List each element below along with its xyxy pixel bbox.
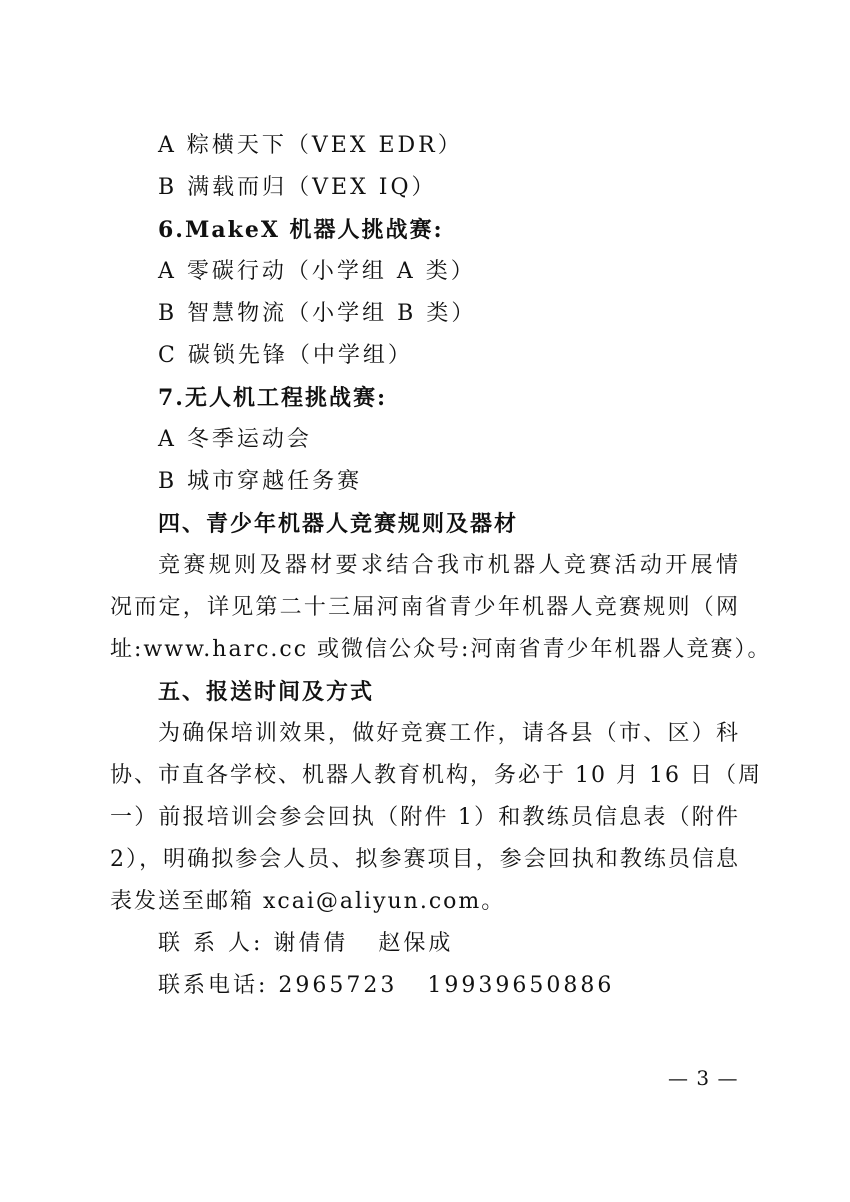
- list-item-vex-iq: B 满载而归（VEX IQ）: [158, 175, 437, 200]
- paragraph-submission-line-5: 表发送至邮箱 xcai@aliyun.com。: [110, 889, 506, 914]
- paragraph-submission-line-1: 为确保培训效果，做好竞赛工作，请各县（市、区）科: [158, 721, 740, 746]
- list-item-smart-logistics: B 智慧物流（小学组 B 类）: [158, 301, 477, 326]
- page-number: — 3 —: [668, 1066, 739, 1090]
- section-heading-submission: 五、报送时间及方式: [158, 679, 375, 705]
- contact-phone: 联系电话: 2965723 19939650886: [158, 973, 615, 998]
- paragraph-rules-line-1: 竞赛规则及器材要求结合我市机器人竞赛活动开展情: [158, 553, 740, 578]
- heading-drone: 7.无人机工程挑战赛:: [158, 385, 388, 411]
- paragraph-submission-line-2: 协、市直各学校、机器人教育机构，务必于 10 月 16 日（周: [110, 763, 762, 788]
- paragraph-rules-line-2: 况而定，详见第二十三届河南省青少年机器人竞赛规则（网: [110, 595, 740, 620]
- heading-makex: 6.MakeX 机器人挑战赛:: [158, 217, 444, 243]
- list-item-carbon-pioneer: C 碳锁先锋（中学组）: [158, 343, 413, 368]
- contact-person: 联 系 人: 谢倩倩 赵保成: [158, 931, 454, 956]
- paragraph-submission-line-4: 2），明确拟参会人员、拟参赛项目，参会回执和教练员信息: [110, 847, 740, 872]
- paragraph-submission-line-3: 一）前报培训会参会回执（附件 1）和教练员信息表（附件: [110, 805, 740, 830]
- list-item-winter-games: A 冬季运动会: [158, 427, 312, 452]
- paragraph-rules-line-3: 址:www.harc.cc 或微信公众号:河南省青少年机器人竞赛）。: [110, 637, 772, 662]
- list-item-vex-edr: A 粽横天下（VEX EDR）: [158, 133, 463, 158]
- list-item-zero-carbon: A 零碳行动（小学组 A 类）: [158, 259, 476, 284]
- section-heading-rules: 四、青少年机器人竞赛规则及器材: [158, 511, 519, 537]
- list-item-city-crossing: B 城市穿越任务赛: [158, 469, 363, 494]
